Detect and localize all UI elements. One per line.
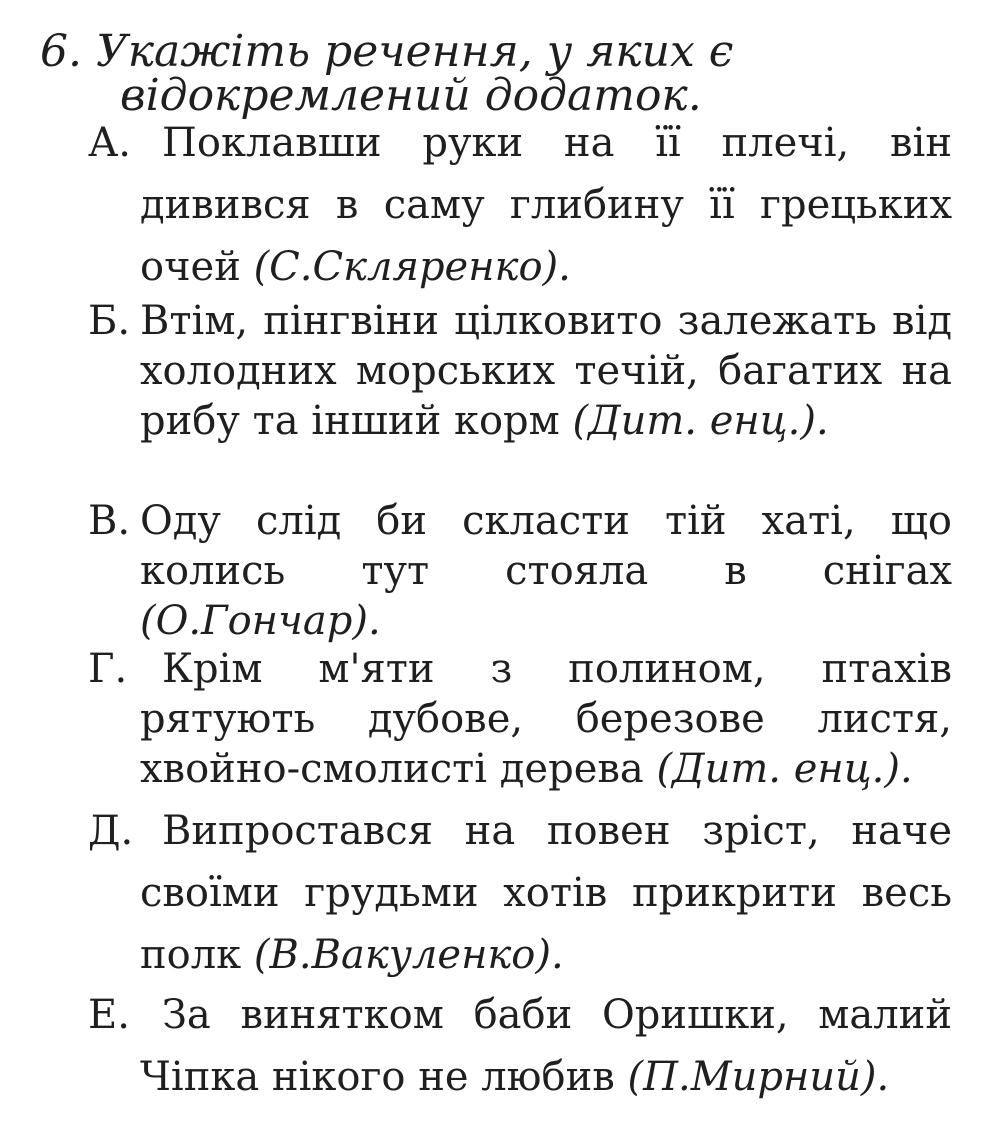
option-text — [140, 644, 952, 794]
option-letter: В. — [88, 498, 131, 544]
question-text-line2: відокремлений додаток. — [120, 70, 702, 121]
sentence: Оду слід би скласти тій хаті, що колись тут стояла в снігах — [140, 498, 952, 594]
sentence: Втім, пінгвіни цілковито залежать від холодних морських течій, багатих на рибу та інший корм — [140, 298, 952, 444]
option-text — [140, 800, 952, 986]
option-letter: Б. — [88, 298, 131, 344]
option-letter: Е. — [88, 992, 130, 1038]
source-citation: (С.Скляренко). — [253, 244, 571, 290]
option-letter: А. — [88, 120, 132, 166]
option-text — [140, 496, 952, 646]
option-letter: Г. — [88, 646, 128, 692]
option-text — [140, 984, 952, 1108]
option-letter: Д. — [88, 808, 134, 854]
sentence: За винятком баби Оришки, малий Чіпка нікого не любив — [140, 992, 952, 1100]
source-citation: (О.Гончар). — [140, 598, 381, 644]
option-a — [88, 112, 952, 298]
option-text — [140, 296, 952, 446]
option-b — [88, 296, 952, 446]
option-text — [140, 112, 952, 298]
source-citation: (П.Мирний). — [627, 1054, 890, 1100]
source-citation: (Дит. енц.). — [572, 398, 829, 444]
sentence: Поклавши руки на її плечі, він дивився в саму глибину її грецьких очей — [140, 120, 952, 290]
sentence: Випростався на повен зріст, наче своїми грудьми хотів прикрити весь полк — [140, 808, 952, 978]
source-citation: (Дит. енц.). — [656, 746, 913, 792]
option-d — [88, 800, 952, 986]
question-text-line1: Укажіть речення, у яких є — [95, 26, 734, 77]
option-g — [88, 644, 952, 794]
option-v — [88, 496, 952, 646]
sentence: Крім м'яти з полином, птахів рятують дубове, березове листя, хвойно-смолисті дерева — [140, 646, 952, 792]
source-citation: (В.Вакуленко). — [253, 932, 564, 978]
question-heading — [40, 26, 740, 121]
question-number: 6. — [40, 26, 82, 77]
option-e — [88, 984, 952, 1108]
